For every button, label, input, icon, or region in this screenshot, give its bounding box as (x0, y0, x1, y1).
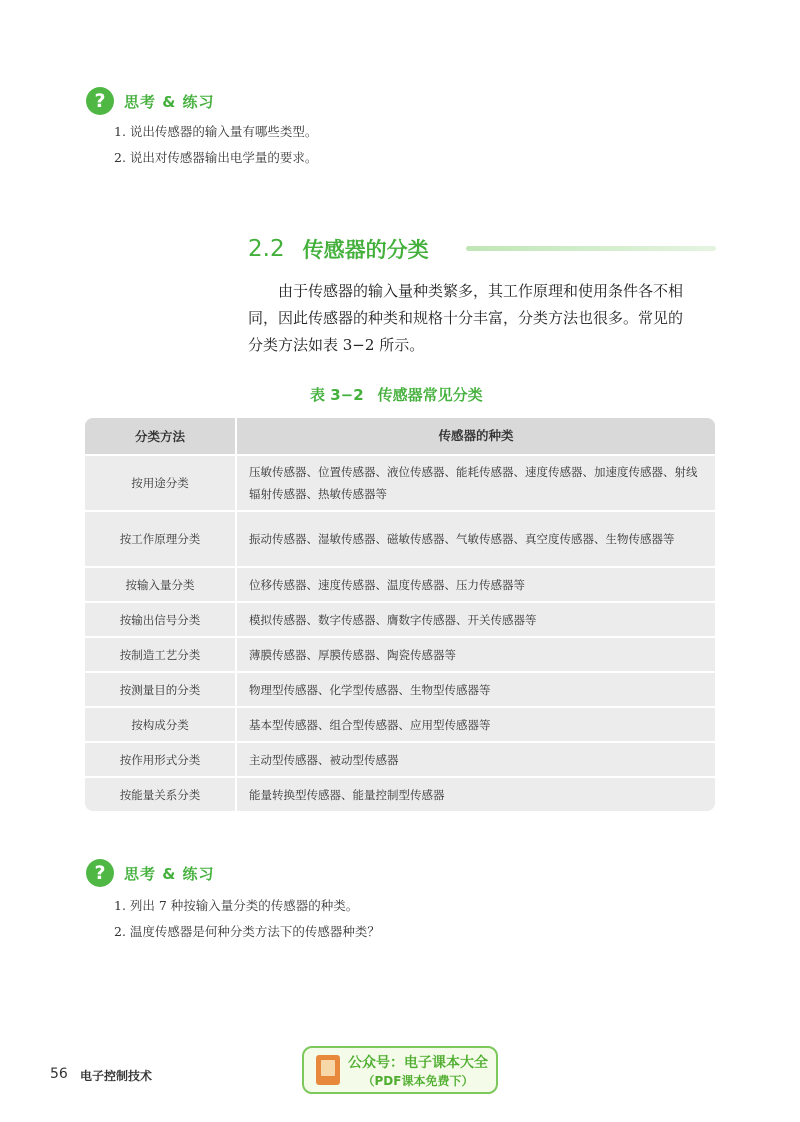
table-cell-method: 按制造工艺分类 (85, 638, 237, 671)
practice-title: 思考 & 练习 (124, 92, 215, 111)
paragraph-line: 分类方法如表 3−2 所示。 (248, 336, 425, 354)
practice-list-top (114, 119, 317, 171)
table-cell-types: 能量转换型传感器、能量控制型传感器 (249, 787, 445, 802)
question-icon: ? (86, 87, 114, 115)
table-cell-types: 基本型传感器、组合型传感器、应用型传感器等 (249, 717, 491, 732)
table-cell-method: 按输入量分类 (85, 568, 237, 601)
practice-item: 2. 温度传感器是何种分类方法下的传感器种类？ (114, 924, 380, 939)
table-cell-method: 按能量关系分类 (85, 778, 237, 811)
table-header-method: 分类方法 (85, 418, 237, 454)
table-cell-method: 按构成分类 (85, 708, 237, 741)
table-row (85, 454, 715, 510)
practice-item: 1. 列出 7 种按输入量分类的传感器的种类。 (114, 898, 359, 913)
practice-header-top (86, 86, 215, 116)
classification-table (85, 418, 715, 811)
table-caption-number: 表 3−2 (310, 386, 364, 404)
intro-paragraph (248, 278, 718, 359)
practice-header-bottom (86, 858, 215, 888)
table-row (85, 671, 715, 706)
watermark-badge (302, 1046, 498, 1094)
table-row (85, 510, 715, 566)
watermark-text (348, 1052, 488, 1089)
question-icon: ? (86, 859, 114, 887)
table-cell-types: 薄膜传感器、厚膜传感器、陶瓷传感器等 (249, 647, 456, 662)
table-row (85, 776, 715, 811)
section-heading (248, 232, 429, 266)
table-header-row (85, 418, 715, 454)
table-caption-title: 传感器常见分类 (377, 386, 483, 404)
table-row (85, 601, 715, 636)
section-number: 2.2 (248, 236, 285, 262)
practice-item: 2. 说出对传感器输出电学量的要求。 (114, 150, 318, 165)
table-cell-method: 按测量目的分类 (85, 673, 237, 706)
paragraph-line: 同，因此传感器的种类和规格十分丰富，分类方法也很多。常见的 (248, 309, 684, 327)
table-cell-method: 按输出信号分类 (85, 603, 237, 636)
paragraph-line: 由于传感器的输入量种类繁多，其工作原理和使用条件各不相 (278, 282, 684, 300)
table-caption (310, 384, 483, 405)
table-row (85, 566, 715, 601)
table-row (85, 706, 715, 741)
table-cell-method: 按用途分类 (85, 456, 237, 510)
table-header-types: 传感器的种类 (438, 428, 514, 443)
table-cell-method: 按工作原理分类 (85, 512, 237, 566)
table-cell-types: 主动型传感器、被动型传感器 (249, 752, 399, 767)
practice-item: 1. 说出传感器的输入量有哪些类型。 (114, 124, 318, 139)
practice-title: 思考 & 练习 (124, 864, 215, 883)
page-number: 56 (50, 1066, 68, 1082)
table-row (85, 741, 715, 776)
watermark-line2: （PDF课本免费下） (362, 1073, 474, 1088)
table-row (85, 636, 715, 671)
table-cell-types: 振动传感器、湿敏传感器、磁敏传感器、气敏传感器、真空度传感器、生物传感器等 (249, 532, 675, 546)
book-icon (316, 1055, 340, 1085)
table-cell-types: 物理型传感器、化学型传感器、生物型传感器等 (249, 682, 491, 697)
practice-list-bottom (114, 893, 380, 945)
book-title: 电子控制技术 (80, 1069, 153, 1083)
section-title: 传感器的分类 (302, 238, 429, 262)
table-cell-types: 位移传感器、速度传感器、温度传感器、压力传感器等 (249, 577, 525, 592)
section-divider (466, 246, 716, 251)
table-cell-types: 模拟传感器、数字传感器、膺数字传感器、开关传感器等 (249, 612, 537, 627)
watermark-line1: 公众号：电子课本大全 (348, 1054, 488, 1071)
table-cell-method: 按作用形式分类 (85, 743, 237, 776)
table-cell-types: 压敏传感器、位置传感器、液位传感器、能耗传感器、速度传感器、加速度传感器、射线辐射传感器、热敏传感器等 (249, 465, 698, 501)
